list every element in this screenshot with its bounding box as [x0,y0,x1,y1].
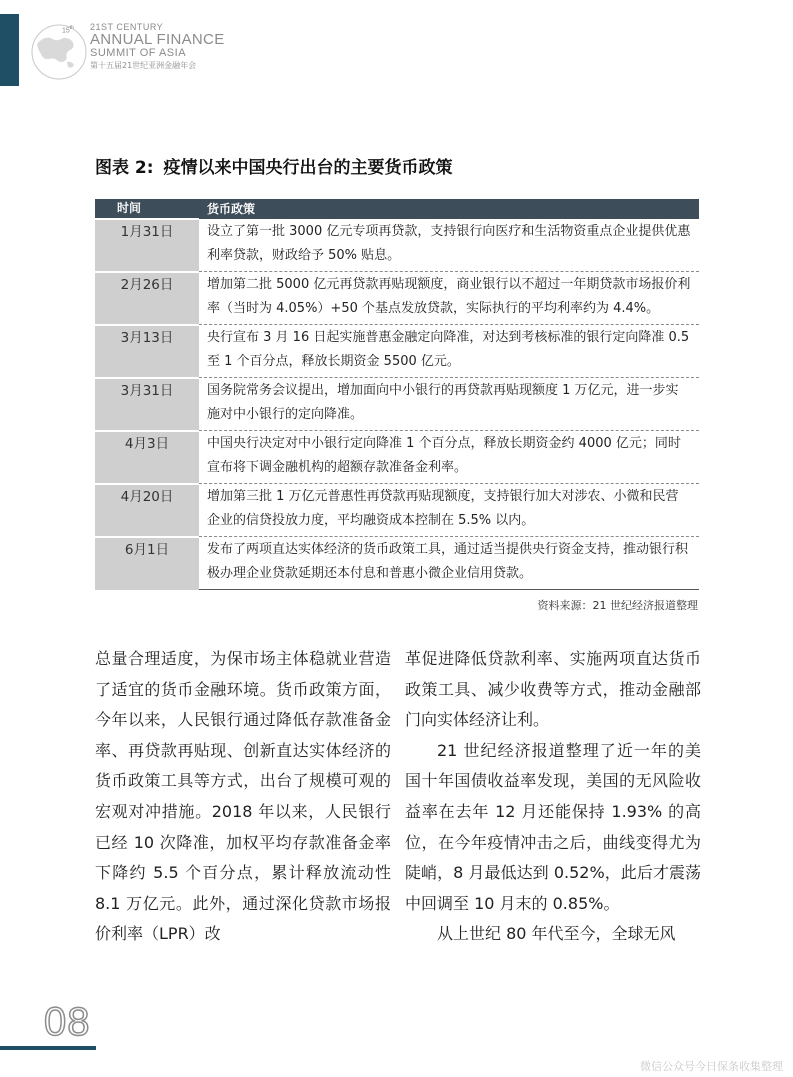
body-column-left [95,644,391,950]
paragraph: 21 世纪经济报道整理了近一年的美国十年国债收益率发现，美国的无风险收益率在去年 12 月还能保持 1.93% 的高位，在今年疫情冲击之后，曲线变得尤为陡峭，8 月最低达到 0.52%，此后才震荡中回调至 10 月末的 0.85%。 [405,740,701,913]
figure-title [95,153,453,178]
figure-source: 资料来源：21 世纪经济报道整理 [537,599,698,612]
row-date: 1月31日 [95,219,199,272]
watermark-text: 微信公众号今日保条收集整理 [640,1060,783,1073]
column-header-policy: 货币政策 [199,199,699,219]
header-accent-bar [0,14,19,86]
row-policy: 央行宣布 3 月 16 日起实施普惠金融定向降准，对达到考核标准的银行定向降准 0.5 至 1 个百分点，释放长期资金 5500 亿元。 [199,325,699,378]
table-row [95,484,699,537]
row-policy: 国务院常务会议提出，增加面向中小银行的再贷款再贴现额度 1 万亿元，进一步实施对中小银行的定向降准。 [199,378,699,431]
body-column-right [405,644,701,950]
row-date: 2月26日 [95,272,199,325]
summit-logo [19,14,89,86]
summit-line-3: SUMMIT OF ASIA [90,47,187,59]
summit-line-1: 21ST CENTURY [90,22,164,32]
paragraph: 革促进降低贷款利率、实施两项直达货币政策工具、减少收费等方式，推动金融部门向实体经济让利。 [405,649,701,730]
row-date: 6月1日 [95,537,199,590]
summit-line-2: ANNUAL FINANCE [90,31,225,48]
edition-number: 15th [62,25,74,35]
row-policy: 增加第二批 5000 亿元再贷款再贴现额度，商业银行以不超过一年期贷款市场报价利率（当时为 4.05%）+50 个基点发放贷款，实际执行的平均利率约为 4.4%。 [199,272,699,325]
table-row [95,378,699,431]
figure-label: 图表 2: [95,158,154,178]
paragraph: 总量合理适度，为保市场主体稳就业营造了适宜的货币金融环境。货币政策方面，今年以来，人民银行通过降低存款准备金率、再贷款再贴现、创新直达实体经济的货币政策工具等方式，出台了规模可观的宏观对冲措施。2018 年以来，人民银行已经 10 次降准，加权平均存款准备金率下降约 5.5 个百分点，累计释放流动性 8.1 万亿元。此外，通过深化贷款市场报价利率（LPR）改 [95,649,391,944]
page-number: 08 [44,1000,91,1044]
row-date: 4月20日 [95,484,199,537]
row-policy: 设立了第一批 3000 亿元专项再贷款，支持银行向医疗和生活物资重点企业提供优惠利率贷款，财政给予 50% 贴息。 [199,219,699,272]
table-row [95,537,699,590]
table-row [95,219,699,272]
policy-table [95,199,699,590]
table-header-row [95,199,699,219]
row-policy: 中国央行决定对中小银行定向降准 1 个百分点，释放长期资金约 4000 亿元；同时宣布将下调金融机构的超额存款准备金利率。 [199,431,699,484]
figure-caption: 疫情以来中国央行出台的主要货币政策 [163,158,453,178]
column-header-date: 时间 [95,199,199,219]
row-date: 3月31日 [95,378,199,431]
row-policy: 增加第三批 1 万亿元普惠性再贷款再贴现额度，支持银行加大对涉农、小微和民营企业的信贷投放力度，平均融资成本控制在 5.5% 以内。 [199,484,699,537]
row-date: 3月13日 [95,325,199,378]
row-date: 4月3日 [95,431,199,484]
table-row [95,325,699,378]
page-number-underline [0,1046,96,1050]
summit-title [90,22,225,71]
row-policy: 发布了两项直达实体经济的货币政策工具，通过适当提供央行资金支持，推动银行积极办理企业贷款延期还本付息和普惠小微企业信用贷款。 [199,537,699,590]
summit-line-4: 第十五届21世纪亚洲金融年会 [90,61,197,70]
globe-icon [19,14,89,86]
table-row [95,431,699,484]
paragraph: 从上世纪 80 年代至今，全球无风 [437,924,676,944]
table-row [95,272,699,325]
